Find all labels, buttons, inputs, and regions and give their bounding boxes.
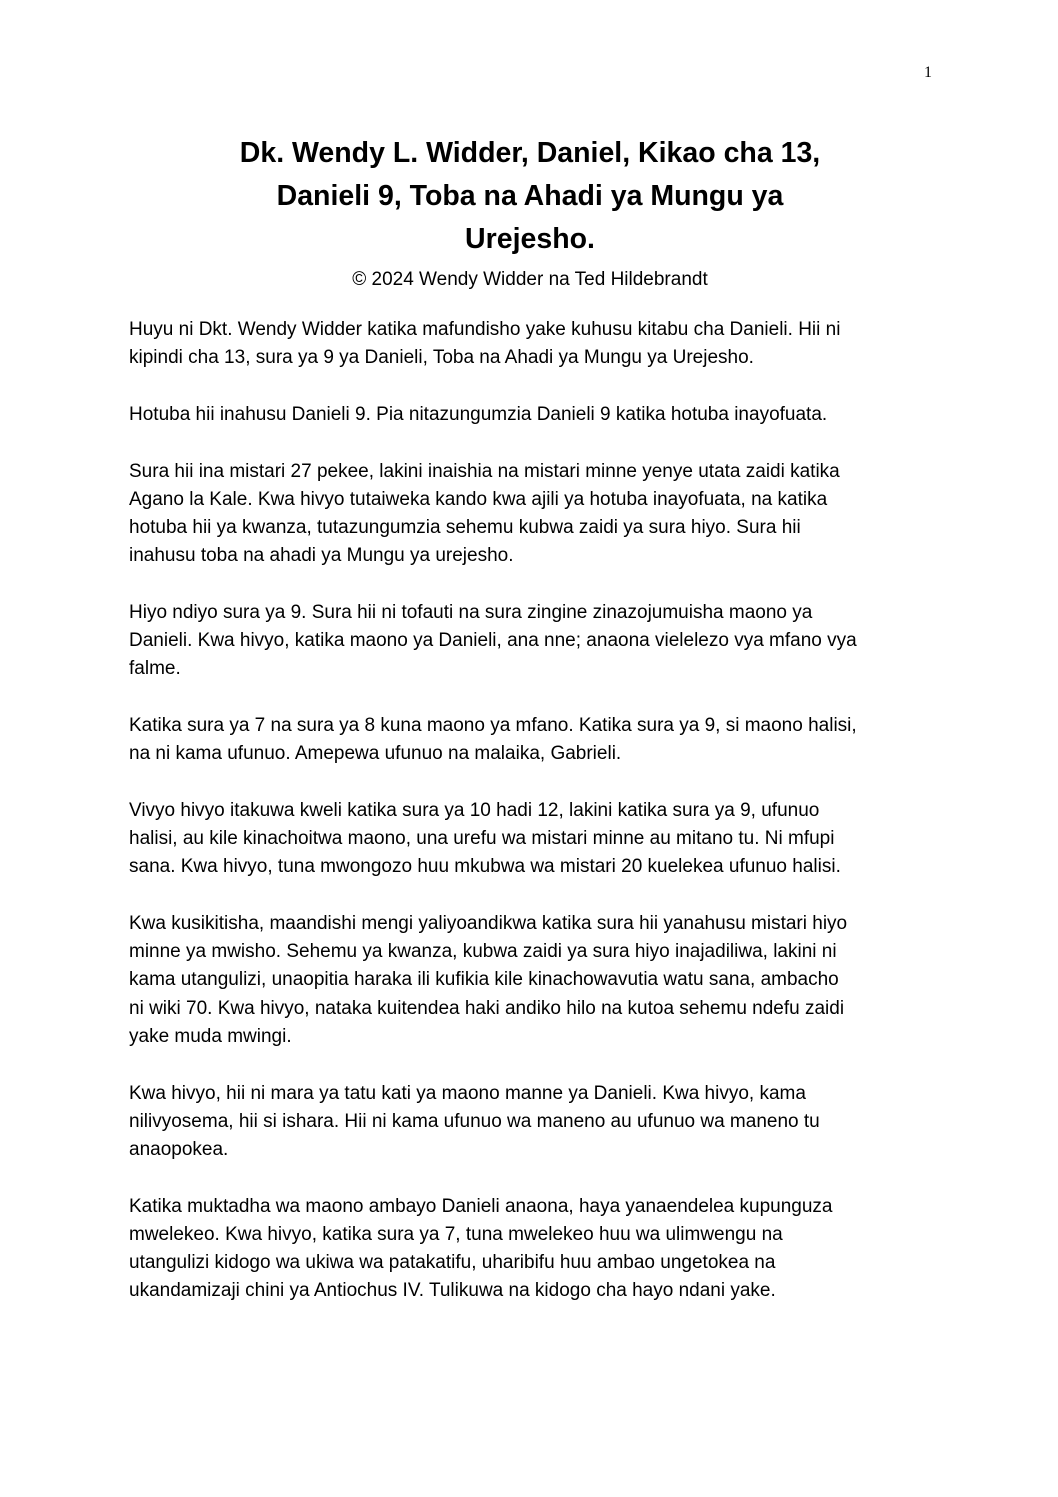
text-line: kama utangulizi, unaopitia haraka ili kufikia kile kinachowavutia watu sana, ambacho: [129, 969, 839, 991]
paragraph: [129, 1080, 935, 1165]
text-line: Agano la Kale. Kwa hivyo tutaiweka kando kwa ajili ya hotuba inayofuata, na katika: [129, 488, 828, 510]
title-line: Urejesho.: [465, 223, 595, 255]
text-line: mwelekeo. Kwa hivyo, katika sura ya 7, tuna mwelekeo huu wa ulimwengu na: [129, 1223, 783, 1245]
text-line: hotuba hii ya kwanza, tutazungumzia sehemu kubwa zaidi ya sura hiyo. Sura hii: [129, 517, 801, 539]
text-line: Hotuba hii inahusu Danieli 9. Pia nitazungumzia Danieli 9 katika hotuba inayofuata.: [129, 403, 828, 425]
paragraph: [129, 401, 935, 429]
text-line: Kwa kusikitisha, maandishi mengi yaliyoandikwa katika sura hii yanahusu mistari hiyo: [129, 913, 848, 935]
text-line: sana. Kwa hivyo, tuna mwongozo huu mkubwa wa mistari 20 kuelekea ufunuo halisi.: [129, 856, 841, 878]
text-line: Sura hii ina mistari 27 pekee, lakini inaishia na mistari minne yenye utata zaidi katika: [129, 460, 840, 482]
document-title: [130, 132, 930, 261]
title-block: [130, 132, 930, 293]
document-body: [129, 316, 935, 1334]
paragraph: [129, 797, 935, 882]
text-line: falme.: [129, 658, 181, 680]
text-line: yake muda mwingi.: [129, 1025, 292, 1047]
text-line: Huyu ni Dkt. Wendy Widder katika mafundisho yake kuhusu kitabu cha Danieli. Hii ni: [129, 319, 841, 340]
text-line: Danieli. Kwa hivyo, katika maono ya Danieli, ana nne; anaona vielelezo vya mfano vya: [129, 630, 857, 652]
text-line: Vivyo hivyo itakuwa kweli katika sura ya 10 hadi 12, lakini katika sura ya 9, ufunuo: [129, 799, 820, 821]
text-line: Kwa hivyo, hii ni mara ya tatu kati ya maono manne ya Danieli. Kwa hivyo, kama: [129, 1082, 806, 1104]
paragraph: [129, 458, 935, 571]
text-line: nilivyosema, hii si ishara. Hii ni kama ufunuo wa maneno au ufunuo wa maneno tu: [129, 1110, 820, 1132]
text-line: ni wiki 70. Kwa hivyo, nataka kuitendea haki andiko hilo na kutoa sehemu ndefu zaidi: [129, 997, 845, 1019]
text-line: minne ya mwisho. Sehemu ya kwanza, kubwa zaidi ya sura hiyo inajadiliwa, lakini ni: [129, 941, 837, 963]
text-line: Hiyo ndiyo sura ya 9. Sura hii ni tofauti na sura zingine zinazojumuisha maono ya: [129, 601, 813, 623]
page-number: 1: [924, 64, 932, 81]
text-line: halisi, au kile kinachoitwa maono, una urefu wa mistari minne au mitano tu. Ni mfupi: [129, 828, 835, 850]
text-line: ukandamizaji chini ya Antiochus IV. Tulikuwa na kidogo cha hayo ndani yake.: [129, 1280, 776, 1302]
text-line: na ni kama ufunuo. Amepewa ufunuo na malaika, Gabrieli.: [129, 743, 622, 765]
paragraph: [129, 316, 935, 372]
title-line: Dk. Wendy L. Widder, Daniel, Kikao cha 13,: [239, 137, 821, 169]
paragraph: [129, 1193, 935, 1306]
paragraph: [129, 910, 935, 1051]
text-line: utangulizi kidogo wa ukiwa wa patakatifu, uharibifu huu ambao ungetokea na: [129, 1252, 776, 1274]
title-line: Danieli 9, Toba na Ahadi ya Mungu ya: [276, 180, 784, 212]
text-line: kipindi cha 13, sura ya 9 ya Danieli, Toba na Ahadi ya Mungu ya Urejesho.: [129, 347, 754, 369]
text-line: Katika sura ya 7 na sura ya 8 kuna maono ya mfano. Katika sura ya 9, si maono halisi,: [129, 715, 857, 737]
text-line: anaopokea.: [129, 1138, 229, 1160]
copyright-notice: © 2024 Wendy Widder na Ted Hildebrandt: [352, 269, 708, 290]
paragraph: [129, 599, 935, 684]
text-line: Katika muktadha wa maono ambayo Danieli anaona, haya yanaendelea kupunguza: [129, 1195, 833, 1217]
paragraph: [129, 712, 935, 768]
text-line: inahusu toba na ahadi ya Mungu ya urejesho.: [129, 545, 514, 567]
